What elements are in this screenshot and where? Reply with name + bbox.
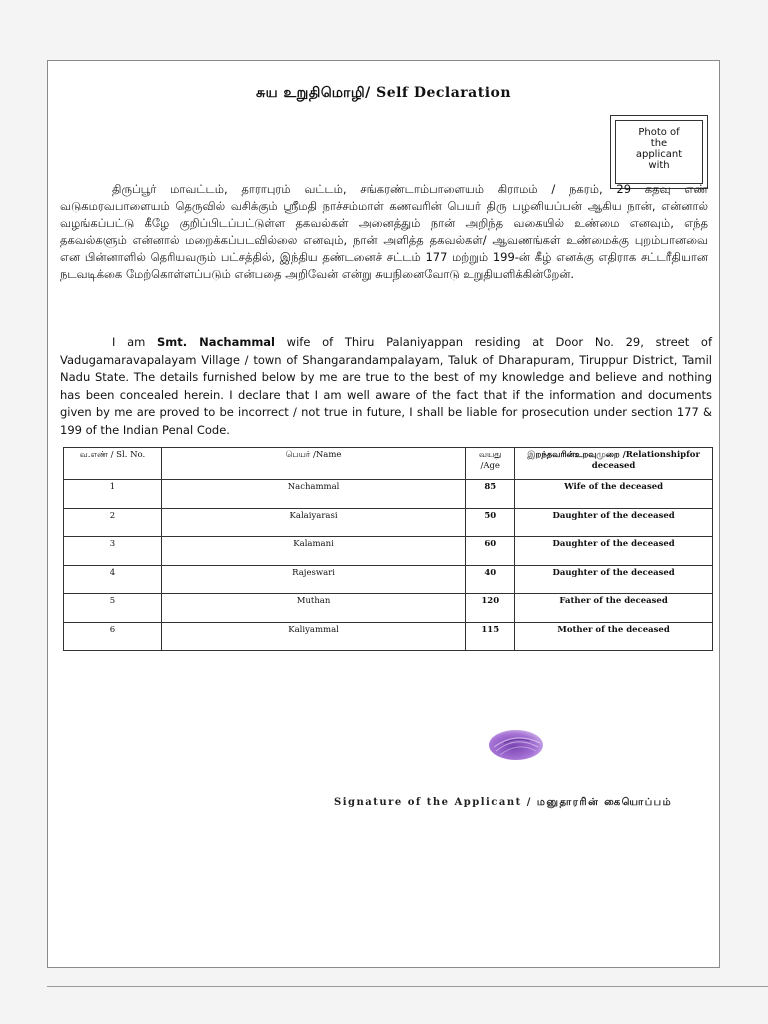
cell-age: 40 <box>466 565 515 594</box>
table-header-row <box>64 448 713 480</box>
table-row <box>64 565 713 594</box>
cell-slno: 3 <box>64 537 162 566</box>
cell-relationship: Father of the deceased <box>515 594 713 623</box>
cell-relationship: Daughter of the deceased <box>515 565 713 594</box>
tamil-declaration-paragraph: திருப்பூர் மாவட்டம், தாராபுரம் வட்டம், சங்கரண்டாம்பாளையம் கிராமம் / நகரம், 29 கதவு எண் வடுகமரவபாளையம் தெருவில் வசிக்கும் ஸ்ரீமதி நாச்சம்மாள் கணவரின் பெயர் திரு பழனியப்பன் ஆகிய நான், என்னால் வழங்கப்பட்டு கீழே குறிப்பிடப்பட்டுள்ள தகவல்கள் அனைத்தும் நான் அறிந்த வகையில் உண்மை எனவும், எந்த தகவல்களும் என்னால் மறைக்கப்படவில்லை எனவும், நான் அளித்த தகவல்கள்/ ஆவணங்கள் உண்மைக்கு புறம்பானவை என பின்னாளில் தெரியவரும் பட்சத்தில், இந்திய தண்டனைச் சட்டம் 177 மற்றும் 199-ன் கீழ் எனக்கு எதிராக சட்டரீதியான நடவடிக்கை மேற்கொள்ளப்படும் என்பதை அறிவேன் என்று சுயநினைவோடு உறுதியளிக்கின்றேன். <box>60 182 708 281</box>
cell-name: Nachammal <box>161 480 465 509</box>
cell-age: 120 <box>466 594 515 623</box>
cell-age: 85 <box>466 480 515 509</box>
cell-relationship: Wife of the deceased <box>515 480 713 509</box>
cell-relationship: Daughter of the deceased <box>515 508 713 537</box>
cell-relationship: Daughter of the deceased <box>515 537 713 566</box>
photo-placeholder-label: Photo of the applicant with <box>615 120 703 184</box>
document-title: சுய உறுதிமொழி/ Self Declaration <box>255 85 512 101</box>
cell-slno: 5 <box>64 594 162 623</box>
thumbprint-image <box>486 725 548 763</box>
cell-slno: 4 <box>64 565 162 594</box>
header-age: வயது /Age <box>466 448 515 480</box>
cell-age: 115 <box>466 622 515 651</box>
page-bottom-divider <box>47 986 768 987</box>
cell-name: Kaliyammal <box>161 622 465 651</box>
table-row <box>64 537 713 566</box>
header-slno: வ.எண் / Sl. No. <box>64 448 162 480</box>
declaration-page <box>47 60 720 968</box>
cell-age: 60 <box>466 537 515 566</box>
cell-age: 50 <box>466 508 515 537</box>
cell-name: Kalamani <box>161 537 465 566</box>
cell-slno: 1 <box>64 480 162 509</box>
legal-heirs-table <box>63 447 713 651</box>
table-row <box>64 508 713 537</box>
photo-placeholder-box <box>610 115 708 189</box>
table-row <box>64 480 713 509</box>
applicant-name: Smt. Nachammal <box>157 335 275 349</box>
cell-name: Kalaiyarasi <box>161 508 465 537</box>
cell-slno: 6 <box>64 622 162 651</box>
applicant-signature-label: Signature of the Applicant / மனுதாரரின் கையொப்பம் <box>334 797 673 808</box>
cell-relationship: Mother of the deceased <box>515 622 713 651</box>
cell-name: Rajeswari <box>161 565 465 594</box>
english-declaration-paragraph: I am Smt. Nachammal wife of Thiru Palaniyappan residing at Door No. 29, street of Vadugamaravapalayam Village / town of Shangarandampalayam, Taluk of Dharapuram, Tiruppur District, Tamil Nadu State. The details furnished below by me are true to the best of my knowledge and believe and nothing has been concealed herein. I declare that I am well aware of the fact that if the information and documents given by me are proved to be incorrect / not true in future, I shall be liable for prosecution under section 177 & 199 of the Indian Penal Code. <box>60 335 712 437</box>
header-relationship: இறந்தவரின்உறவுமுறை /Relationshipfor deceased <box>515 448 713 480</box>
cell-slno: 2 <box>64 508 162 537</box>
header-name: பெயர் /Name <box>161 448 465 480</box>
cell-name: Muthan <box>161 594 465 623</box>
table-row <box>64 594 713 623</box>
table-row <box>64 622 713 651</box>
